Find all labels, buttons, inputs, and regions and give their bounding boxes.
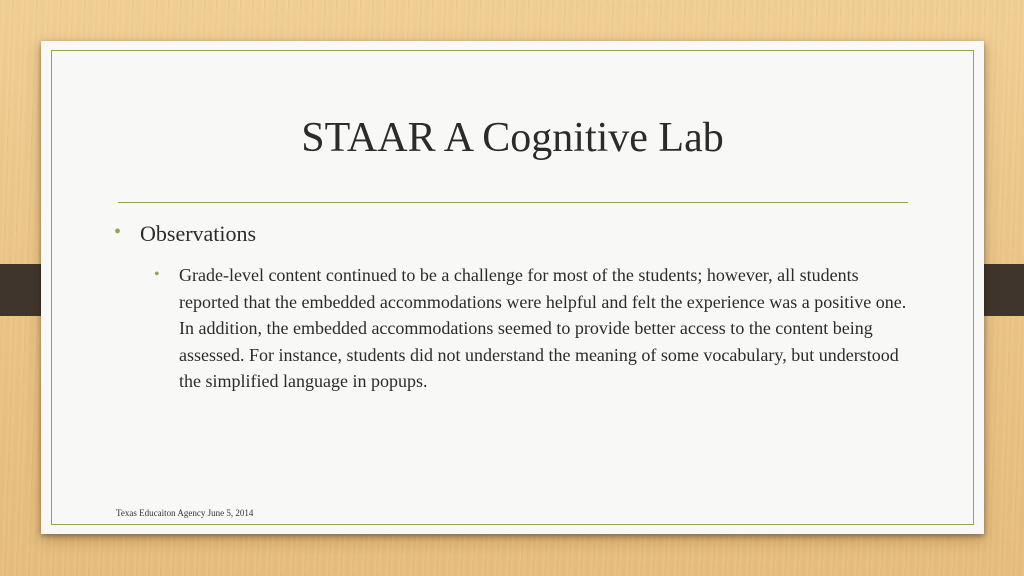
sub-bullet-observation-detail (154, 262, 914, 395)
slide-footer: Texas Educaiton Agency June 5, 2014 (116, 508, 254, 518)
sub-bullet-dot-icon: • (154, 266, 160, 283)
bullet-text: Observations (140, 221, 257, 246)
title-divider (118, 202, 908, 203)
bullet-dot-icon: • (114, 221, 122, 243)
slide (41, 41, 984, 534)
sub-bullet-text: Grade-level content continued to be a challenge for most of the students; however, all students reported that the embedded accommodations were helpful and felt the experience was a positive one. In addition, the embedded accommodations seemed to provide better access to the content being assessed. For instance, students did not understand the meaning of some vocabulary, but understood the simplified language in popups. (179, 265, 907, 391)
slide-title: STAAR A Cognitive Lab (301, 115, 724, 161)
